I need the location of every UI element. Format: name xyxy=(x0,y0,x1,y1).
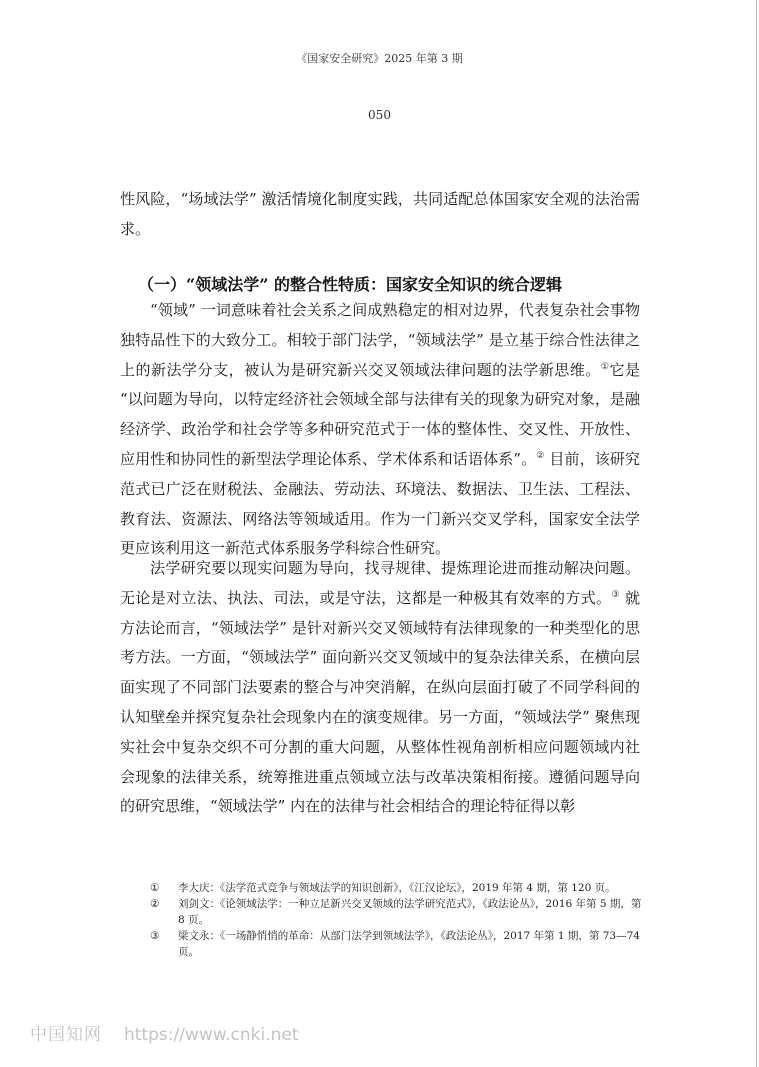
cnki-logo: 中国知网 xyxy=(30,1025,102,1045)
paragraph-text: 就方法论而言，“领域法学” 是针对新兴交叉领域特有法律现象的一种类型化的思考方法。一方面，“领域法学” 面向新兴交叉领域中的复杂法律关系，在横向层面实现了不同部门法要素的整合与冲突消解，在纵向层面打破了不同学科间的认知壁垒并探究复杂社会现象内在的演变规律。另一方面，“领域法学” 聚焦现实社会中复杂交织不可分割的重大问题，从整体性视角剖析相应问题领域内社会现象的法律关系，统筹推进重点领域立法与改革决策相衔接。遵循问题导向的研究思维，“领域法学” 内在的法律与社会相结合的理论特征得以彰 xyxy=(120,588,640,816)
footnote-text: 梁文永：《一场静悄悄的革命：从部门法学到领域法学》，《政法论丛》，2017 年第 1 期，第 73—74 页。 xyxy=(178,930,640,958)
section-title: （一）“领域法学” 的整合性特质：国家安全知识的统合逻辑 xyxy=(138,275,562,294)
footnote-1 xyxy=(150,880,645,896)
footnotes xyxy=(150,880,645,960)
cnki-watermark xyxy=(30,1020,298,1045)
running-head: 《国家安全研究》2025 年第 3 期 xyxy=(296,52,463,65)
paragraph-text: “领域” 一词意味着社会关系之间成熟稳定的相对边界，代表复杂社会事物独特品性下的大致分工。相较于部门法学，“领域法学” 是立基于综合性法律之上的新法学分支，被认为是研究新兴交叉领域法律问题的法学新思维。 xyxy=(120,301,640,379)
paragraph-text: 目前，该研究范式已广泛在财税法、金融法、劳动法、环境法、数据法、卫生法、工程法、教育法、资源法、网络法等领域适用。作为一门新兴交叉学科，国家安全法学更应该利用这一新范式体系服务学科综合性研究。 xyxy=(120,449,640,558)
footnote-3 xyxy=(150,928,645,960)
body-paragraph-2 xyxy=(120,554,640,822)
body-paragraph-1 xyxy=(120,296,640,564)
intro-paragraph xyxy=(120,185,640,245)
footnote-2 xyxy=(150,896,645,928)
footnote-ref-3[interactable]: ③ xyxy=(611,589,620,600)
footnote-mark: ① xyxy=(150,882,160,894)
paragraph-text: 它是 “以问题为导向，以特定经济社会领域全部与法律有关的现象为研究对象，是融经济学、政治学和社会学等多种研究范式于一体的整体性、交叉性、开放性、应用性和协同性的新型法学理论体系、学术体系和话语体系”。 xyxy=(120,360,640,468)
footnote-mark: ② xyxy=(150,898,160,910)
footnote-text: 李大庆：《法学范式竞争与领域法学的知识创新》，《江汉论坛》，2019 年第 4 期，第 120 页。 xyxy=(178,882,616,894)
paragraph-text: 性风险，“场域法学” 激活情境化制度实践，共同适配总体国家安全观的法治需求。 xyxy=(120,190,640,238)
footnote-mark: ③ xyxy=(150,930,160,942)
footnote-ref-2[interactable]: ② xyxy=(536,450,545,461)
footnote-ref-1[interactable]: ① xyxy=(600,361,610,372)
cnki-url: https://www.cnki.net xyxy=(124,1025,299,1045)
footnote-text: 刘剑文：《论领域法学：一种立足新兴交叉领域的法学研究范式》，《政法论丛》，2016 年第 5 期，第 8 页。 xyxy=(178,898,642,926)
paragraph-text: 法学研究要以现实问题为导向，找寻规律、提炼理论进而推动解决问题。无论是对立法、执法、司法，或是守法，这都是一种极其有效率的方式。 xyxy=(120,559,640,607)
page-number: 050 xyxy=(368,108,391,122)
